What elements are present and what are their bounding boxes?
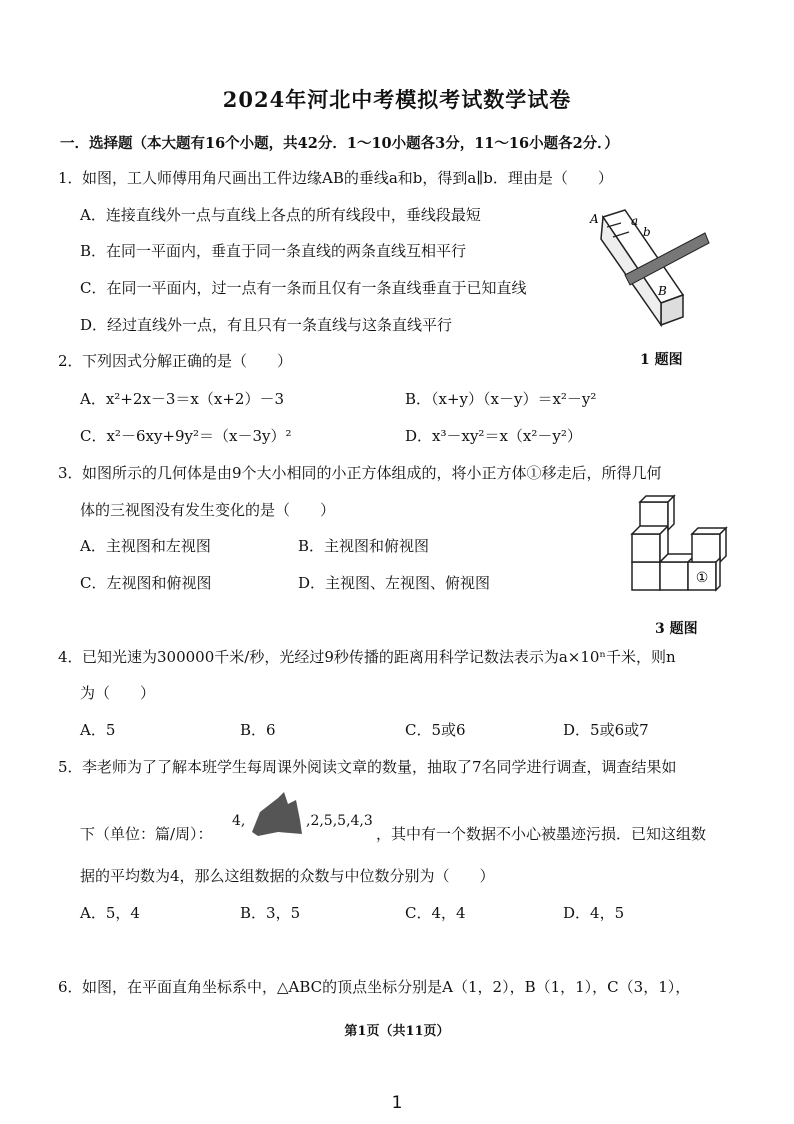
q3-stem-line2: 体的三视图没有发生变化的是（ ） [80,501,336,519]
q4-option-b: B．6 [240,721,276,739]
q3-number: 3． [58,464,83,482]
q5-option-b: B．3，5 [240,904,301,922]
q3-figure-caption: 3 题图 [655,621,698,637]
page-footer: 第1页（共11页） [344,1024,450,1039]
q3-option-a: A．主视图和左视图 [80,537,211,555]
q4-option-d: D．5或6或7 [563,721,649,739]
q2-option-b: B．（x+y）（x－y）＝x²－y² [405,390,597,408]
q2-option-d: D．x³－xy²＝x（x²－y²） [405,427,582,445]
q1-stem: 如图，工人师傅用角尺画出工件边缘AB的垂线a和b，得到a∥b．理由是（ ） [82,169,613,187]
q3-stem-line1: 如图所示的几何体是由9个大小相同的小正方体组成的，将小正方体①移走后，所得几何 [82,464,662,482]
q1-figure [585,205,725,330]
q5-stem-line2-suffix: ，其中有一个数据不小心被墨迹污损．已知这组数 [376,825,707,843]
q2-stem: 下列因式分解正确的是（ ） [82,352,293,370]
figure-label-b-upper: B [658,284,667,298]
q1-option-a: A．连接直线外一点与直线上各点的所有线段中，垂线段最短 [80,206,481,224]
q5-option-a: A．5，4 [80,904,140,922]
q2-option-a: A．x²+2x－3＝x（x+2）－3 [80,390,284,408]
figure-label-b-lower: b [643,225,651,239]
q5-stem-line3: 据的平均数为4，那么这组数据的众数与中位数分别为（ ） [80,867,495,885]
q1-figure-caption: 1 题图 [640,352,683,368]
q5-data-left: 4, [232,813,246,829]
cube-label-1: ① [695,570,709,586]
q5-data-right: ,2,5,5,4,3 [306,813,373,829]
ink-blot [248,790,304,840]
page-title: 2024年河北中考模拟考试数学试卷 [222,87,572,112]
q6-number: 6． [58,978,83,996]
q1-number: 1． [58,169,83,187]
q4-number: 4． [58,648,83,666]
q4-stem-line1: 已知光速为300000千米/秒，光经过9秒传播的距离用科学记数法表示为a×10ⁿ千米，则n [82,648,676,666]
q3-option-c: C．左视图和俯视图 [80,574,212,592]
q3-figure [628,492,728,602]
q1-option-c: C．在同一平面内，过一点有一条而且仅有一条直线垂直于已知直线 [80,279,527,297]
figure-label-a-upper: A [590,212,599,226]
figure-label-a-lower: a [631,214,639,228]
q6-stem: 如图，在平面直角坐标系中，△ABC的顶点坐标分别是A（1，2），B（1，1），C（3，1）， [82,978,691,996]
page-number: 1 [391,1093,403,1113]
q5-stem-line1: 李老师为了了解本班学生每周课外阅读文章的数量，抽取了7名同学进行调查，调查结果如 [82,758,677,776]
q2-number: 2． [58,352,83,370]
q3-option-d: D．主视图、左视图、俯视图 [298,574,491,592]
q2-option-c: C．x²－6xy+9y²＝（x－3y）² [80,427,292,445]
section-heading: 一．选择题（本大题有16个小题，共42分．1～10小题各3分，11～16小题各2分．） [60,135,619,152]
q5-option-d: D．4，5 [563,904,625,922]
q5-option-c: C．4，4 [405,904,466,922]
q5-number: 5． [58,758,83,776]
q1-option-d: D．经过直线外一点，有且只有一条直线与这条直线平行 [80,316,453,334]
q4-option-c: C．5或6 [405,721,466,739]
q5-stem-line2-prefix: 下（单位：篇/周）： [80,825,213,843]
q4-option-a: A．5 [80,721,116,739]
q3-option-b: B．主视图和俯视图 [298,537,430,555]
q4-stem-line2: 为（ ） [80,684,156,702]
q1-option-b: B．在同一平面内，垂直于同一条直线的两条直线互相平行 [80,242,467,260]
